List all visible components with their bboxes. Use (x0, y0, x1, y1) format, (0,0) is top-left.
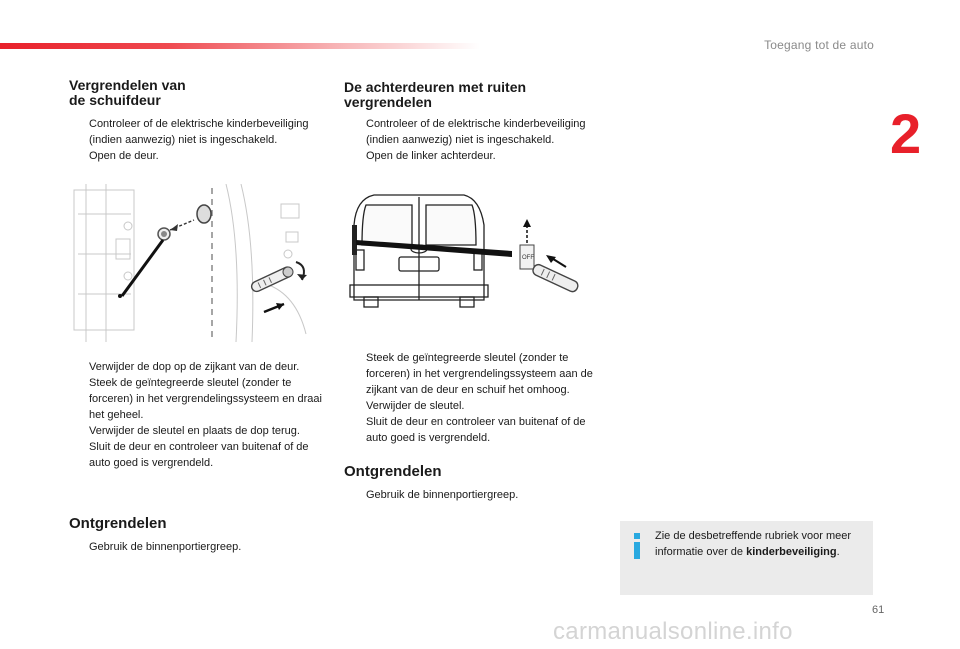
list-item: Controleer of de elektrische kinderbeveiliging (indien aanwezig) niet is ingeschakeld. (366, 118, 586, 146)
right-unlock-heading: Ontgrendelen (344, 463, 442, 480)
right-steps-list (346, 350, 601, 446)
list-item: Open de linker achterdeur. (366, 150, 496, 162)
right-title-line2: vergrendelen (344, 94, 432, 110)
sliding-door-illustration (66, 184, 322, 342)
list-item: Verwijder de dop op de zijkant van de deur. (89, 361, 300, 373)
list-item: Sluit de deur en controleer van buitenaf of de auto goed is vergrendeld. (366, 416, 586, 444)
left-unlock-heading: Ontgrendelen (69, 515, 167, 532)
left-title-line2: de schuifdeur (69, 92, 161, 108)
list-item: Gebruik de binnenportiergreep. (89, 541, 242, 553)
list-item: Open de deur. (89, 150, 159, 162)
right-title-line1: De achterdeuren met ruiten (344, 79, 527, 95)
chapter-number: 2 (890, 102, 922, 165)
list-item: Steek de geïntegreerde sleutel (zonder te forceren) in het vergrendelingssysteem en draai het geheel. (89, 377, 322, 421)
left-steps-list (69, 359, 327, 471)
list-item: Gebruik de binnenportiergreep. (366, 489, 519, 501)
left-intro-list (69, 116, 324, 164)
page-number: 61 (872, 604, 885, 616)
info-link-text: kinderbeveiliging (746, 546, 837, 558)
rear-doors-lock-figure (344, 185, 594, 315)
left-title-line1: Vergrendelen van (69, 77, 186, 93)
list-item: Verwijder de sleutel en plaats de dop terug. (89, 425, 300, 437)
sliding-door-lock-figure (66, 184, 322, 342)
info-icon (631, 531, 643, 561)
off-label: OFF (522, 255, 534, 261)
list-item: Sluit de deur en controleer van buitenaf of de auto goed is vergrendeld. (89, 441, 309, 469)
list-item: Controleer of de elektrische kinderbeveiliging (indien aanwezig) niet is ingeschakeld. (89, 118, 309, 146)
right-intro-list (346, 116, 601, 164)
list-item: Verwijder de sleutel. (366, 400, 465, 412)
watermark: carmanualsonline.info (553, 618, 793, 645)
info-box (620, 521, 873, 595)
van-rear-illustration (344, 185, 594, 315)
right-unlock-list (346, 487, 601, 503)
right-title (344, 80, 604, 110)
header-accent-bar (0, 43, 480, 49)
left-title (69, 78, 319, 108)
list-item: Steek de geïntegreerde sleutel (zonder te forceren) in het vergrendelingssysteem aan de zijkant van de deur en schuif het omhoog. (366, 352, 593, 396)
section-title: Toegang tot de auto (764, 38, 874, 52)
info-text: Zie de desbetreffende rubriek voor meer informatie over de kinderbeveiliging. (655, 530, 852, 558)
left-unlock-list (69, 539, 324, 555)
